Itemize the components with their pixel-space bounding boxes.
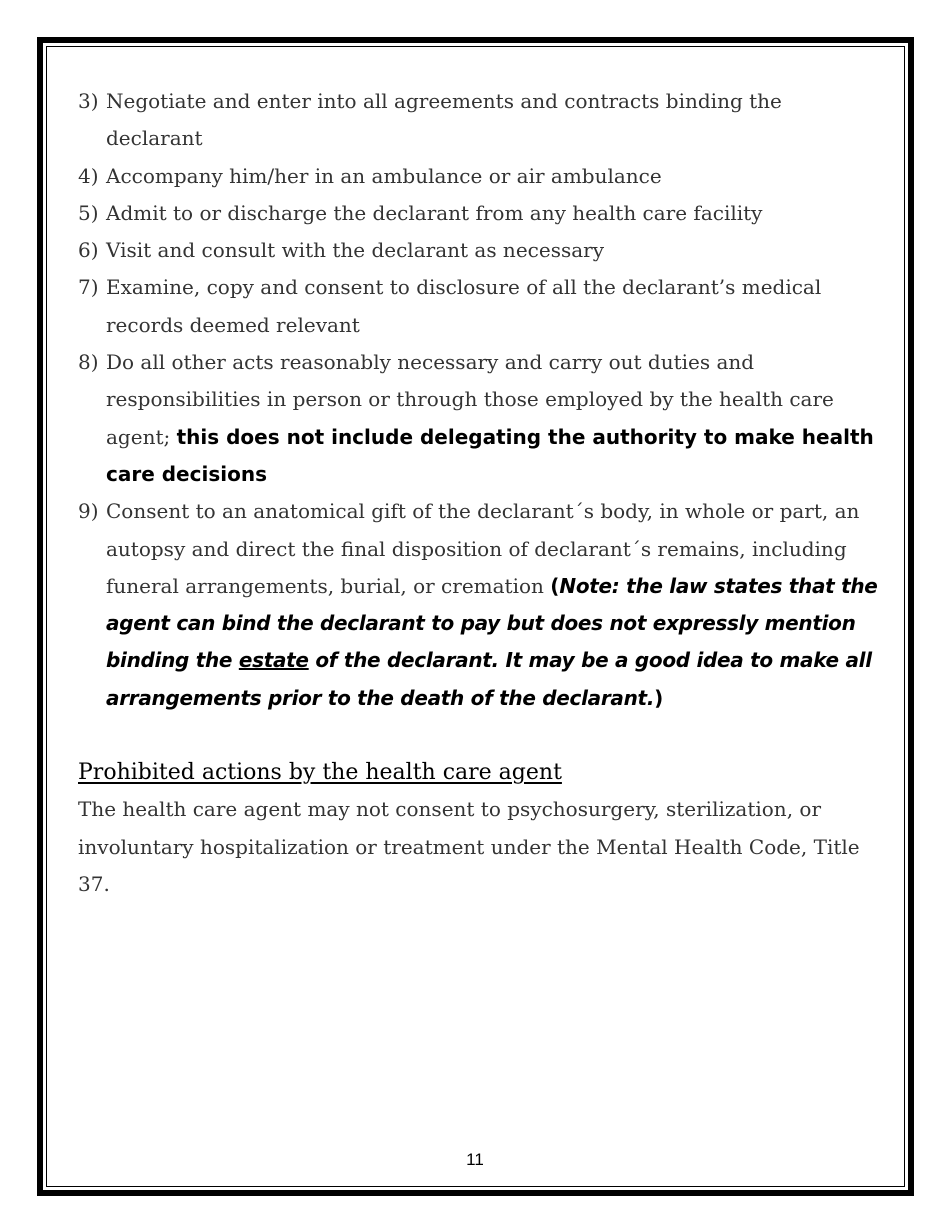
note-estate-underlined: estate <box>238 648 309 673</box>
document-body <box>78 83 878 904</box>
list-number: 9) <box>78 499 99 524</box>
list-item-4 <box>78 158 878 195</box>
list-item-6 <box>78 232 878 269</box>
note-text-part1: the law states that the agent can bind the declarant to pay but does not expressly mention binding the <box>106 573 878 673</box>
list-item-9 <box>78 493 878 717</box>
page-number: 11 <box>466 1150 484 1169</box>
list-item-text: Visit and consult with the declarant as necessary <box>106 238 604 263</box>
note-paren-close: ) <box>654 685 664 710</box>
note-paren-open: ( <box>550 573 560 598</box>
prohibited-actions-paragraph: The health care agent may not consent to psychosurgery, sterilization, or involuntary hospitalization or treatment under the Mental Health Code, Title 37. <box>78 797 860 897</box>
agent-powers-list <box>78 83 878 717</box>
note-text-part2: of the declarant. It may be a good idea to make all arrangements prior to the death of the declarant. <box>106 648 872 710</box>
list-number: 3) <box>78 89 99 113</box>
delegation-restriction-text: this does not include delegating the authority to make health care decisions <box>106 424 874 486</box>
list-item-text: Do all other acts reasonably necessary and carry out duties and responsibilities in person or through those employed by the health care agent; <box>106 350 834 449</box>
list-item-text: Admit to or discharge the declarant from any health care facility <box>106 200 763 225</box>
list-item-3 <box>78 83 878 158</box>
note-label: Note: <box>559 573 620 598</box>
section-heading-prohibited-actions: Prohibited actions by the health care agent <box>78 760 562 786</box>
list-item-5 <box>78 195 878 232</box>
list-item-7 <box>78 269 878 344</box>
list-item-text: Accompany him/her in an ambulance or air ambulance <box>106 163 662 188</box>
list-item-8 <box>78 344 878 493</box>
list-number: 6) <box>78 238 99 263</box>
list-number: 7) <box>78 275 99 300</box>
list-item-text: Examine, copy and consent to disclosure of all the declarant’s medical records deemed relevant <box>106 275 822 337</box>
list-item-text: Negotiate and enter into all agreements and contracts binding the declarant <box>106 89 782 151</box>
list-number: 5) <box>78 200 99 225</box>
list-number: 8) <box>78 350 99 375</box>
list-number: 4) <box>78 163 99 188</box>
list-item-text: Consent to an anatomical gift of the declarant´s body, in whole or part, an autopsy and direct the final disposition of declarant´s remains, including funeral arrangements, burial, or cremation <box>106 499 860 598</box>
